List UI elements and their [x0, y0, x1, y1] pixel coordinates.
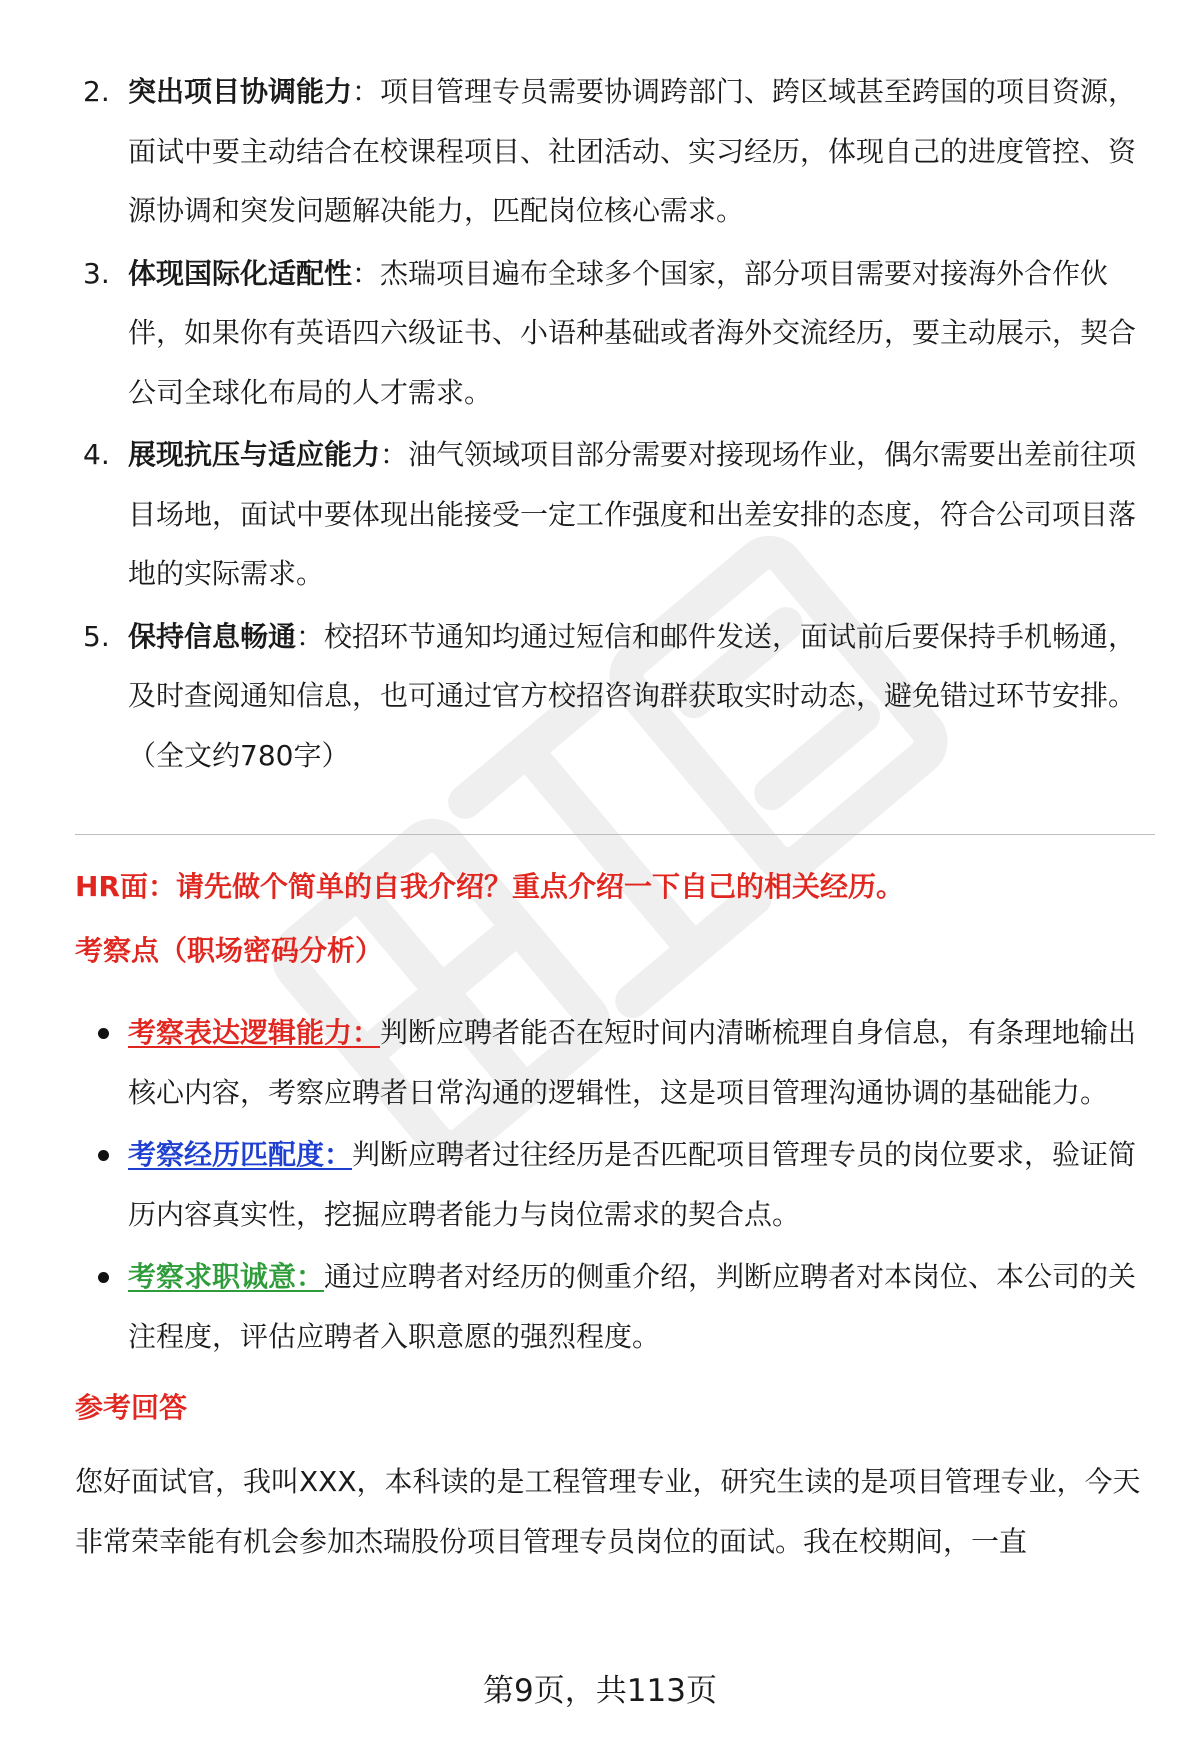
section-divider [75, 834, 1155, 835]
item-number: 4. [83, 438, 110, 471]
interview-question: HR面：请先做个简单的自我介绍？重点介绍一下自己的相关经历。 [75, 870, 904, 903]
item-separator: ： [352, 256, 381, 290]
bullet-text: 判断应聘者能否在短时间内清晰梳理自身信息，有条理地输出核心内容，考察应聘者日常沟通的逻辑性，这是项目管理沟通协调的基础能力。 [128, 1016, 1137, 1109]
item-text: 项目管理专员需要协调跨部门、跨区域甚至跨国的项目资源，面试中要主动结合在校课程项目、社团活动、实习经历，体现自己的进度管控、资源协调和突发问题解决能力，匹配岗位核心需求。 [128, 75, 1137, 227]
list-item [75, 244, 1155, 423]
analysis-heading: 考察点（职场密码分析） [75, 934, 384, 967]
content-area [75, 62, 1155, 1571]
item-title: 突出项目协调能力 [128, 75, 353, 108]
bullet-dot [98, 1272, 109, 1283]
bullet-text: 判断应聘者过往经历是否匹配项目管理专员的岗位要求，验证简历内容真实性，挖掘应聘者能力与岗位需求的契合点。 [128, 1138, 1137, 1231]
answer-paragraph: 您好面试官，我叫XXX，本科读的是工程管理专业，研究生读的是项目管理专业，今天非常荣幸能有机会参加杰瑞股份项目管理专员岗位的面试。我在校期间，一直 [75, 1465, 1141, 1558]
item-number: 2. [83, 75, 110, 108]
page-footer: 第9页，共113页 [483, 1673, 717, 1709]
list-item [75, 1125, 1155, 1244]
list-item [75, 1247, 1155, 1366]
bullet-keyword: 考察经历匹配度： [128, 1138, 353, 1171]
bullet-keyword: 考察表达逻辑能力： [128, 1016, 381, 1049]
item-text: 杰瑞项目遍布全球多个国家，部分项目需要对接海外合作伙伴，如果你有英语四六级证书、小语种基础或者海外交流经历，要主动展示，契合公司全球化布局的人才需求。 [128, 256, 1137, 409]
analysis-bullet-list [75, 1003, 1155, 1366]
list-item [75, 607, 1155, 786]
item-text: 油气领域项目部分需要对接现场作业，偶尔需要出差前往项目场地，面试中要体现出能接受一定工作强度和出差安排的态度，符合公司项目落地的实际需求。 [128, 438, 1137, 590]
item-separator: ： [296, 619, 325, 653]
item-separator: ： [352, 75, 381, 108]
item-separator: ： [380, 438, 409, 471]
item-title: 展现抗压与适应能力 [128, 438, 381, 471]
item-title: 体现国际化适配性 [128, 256, 353, 290]
item-number: 5. [83, 619, 110, 653]
item-number: 3. [83, 256, 110, 290]
list-item [75, 1003, 1155, 1122]
list-item [75, 425, 1155, 604]
tips-numbered-list [75, 62, 1155, 785]
answer-heading: 参考回答 [75, 1391, 188, 1424]
item-title: 保持信息畅通 [128, 619, 297, 653]
bullet-dot [98, 1150, 109, 1161]
bullet-keyword: 考察求职诚意： [128, 1260, 325, 1293]
item-text: 校招环节通知均通过短信和邮件发送，面试前后要保持手机畅通，及时查阅通知信息，也可通过官方校招咨询群获取实时动态，避免错过环节安排。（全文约780字） [128, 619, 1137, 772]
bullet-dot [98, 1028, 109, 1039]
bullet-text: 通过应聘者对经历的侧重介绍，判断应聘者对本岗位、本公司的关注程度，评估应聘者入职意愿的强烈程度。 [128, 1260, 1137, 1353]
list-item [75, 62, 1155, 241]
